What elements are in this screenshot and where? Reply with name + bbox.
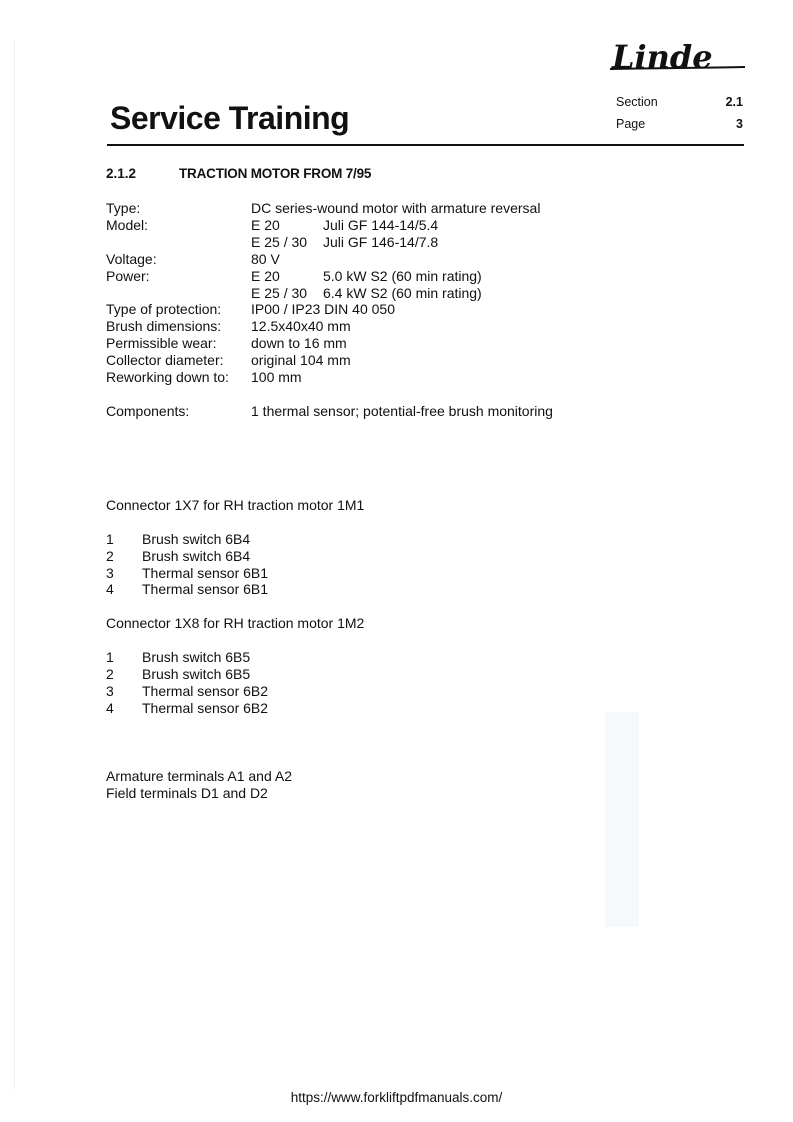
brush-label: Brush dimensions: (106, 318, 222, 334)
pin-number: 3 (106, 565, 114, 581)
pin-number: 2 (106, 548, 114, 564)
page-value: 3 (736, 117, 743, 131)
model-label: Model: (106, 217, 149, 233)
protection-label: Type of protection: (106, 301, 222, 317)
pin-label: Thermal sensor 6B1 (142, 565, 269, 581)
pin-number: 1 (106, 531, 114, 547)
voltage-label: Voltage: (106, 251, 157, 267)
wear-value: down to 16 mm (251, 335, 347, 351)
rework-value: 100 mm (251, 369, 302, 385)
components-value: 1 thermal sensor; potential-free brush monitoring (251, 403, 553, 419)
power-value: 5.0 kW S2 (60 min rating) (323, 268, 482, 284)
connector-1x7-title: Connector 1X7 for RH traction motor 1M1 (106, 497, 365, 513)
pin-label: Brush switch 6B5 (142, 649, 251, 665)
power-value: 6.4 kW S2 (60 min rating) (323, 285, 482, 301)
wear-label: Permissible wear: (106, 335, 217, 351)
pin-number: 4 (106, 700, 114, 716)
field-terminals: Field terminals D1 and D2 (106, 785, 268, 801)
connector-1x8-title: Connector 1X8 for RH traction motor 1M2 (106, 615, 365, 631)
power-variant: E 25 / 30 (251, 285, 308, 301)
pin-number: 2 (106, 666, 114, 682)
header-rule (107, 144, 744, 146)
type-value: DC series-wound motor with armature reversal (251, 200, 541, 216)
pin-number: 1 (106, 649, 114, 665)
protection-value: IP00 / IP23 DIN 40 050 (251, 301, 395, 317)
collector-value: original 104 mm (251, 352, 351, 368)
pin-label: Brush switch 6B5 (142, 666, 251, 682)
collector-label: Collector diameter: (106, 352, 224, 368)
model-variant: E 20 (251, 217, 280, 233)
page-title: Service Training (110, 100, 350, 136)
pin-number: 4 (106, 581, 114, 597)
components-label: Components: (106, 403, 190, 419)
armature-terminals: Armature terminals A1 and A2 (106, 768, 292, 784)
type-label: Type: (106, 200, 141, 216)
page-margin-line (14, 40, 15, 1090)
power-label: Power: (106, 268, 150, 284)
section-number: 2.1.2 (106, 166, 137, 181)
page-label: Page (616, 117, 646, 131)
brush-value: 12.5x40x40 mm (251, 318, 351, 334)
voltage-value: 80 V (251, 251, 280, 267)
model-value: Juli GF 144-14/5.4 (323, 217, 439, 233)
logo-wordmark: Linde (612, 38, 713, 76)
rework-label: Reworking down to: (106, 369, 229, 385)
section-title: TRACTION MOTOR FROM 7/95 (179, 166, 372, 181)
pin-label: Thermal sensor 6B2 (142, 683, 269, 699)
pin-label: Thermal sensor 6B1 (142, 581, 269, 597)
scan-artifact (605, 712, 639, 927)
section-label: Section (616, 95, 658, 109)
pin-label: Thermal sensor 6B2 (142, 700, 269, 716)
model-variant: E 25 / 30 (251, 234, 308, 250)
power-variant: E 20 (251, 268, 280, 284)
pin-label: Brush switch 6B4 (142, 548, 251, 564)
pin-number: 3 (106, 683, 114, 699)
footer-url[interactable]: https://www.forkliftpdfmanuals.com/ (290, 1090, 503, 1105)
linde-logo (604, 34, 749, 78)
model-value: Juli GF 146-14/7.8 (323, 234, 439, 250)
pin-label: Brush switch 6B4 (142, 531, 251, 547)
section-value: 2.1 (725, 95, 743, 109)
